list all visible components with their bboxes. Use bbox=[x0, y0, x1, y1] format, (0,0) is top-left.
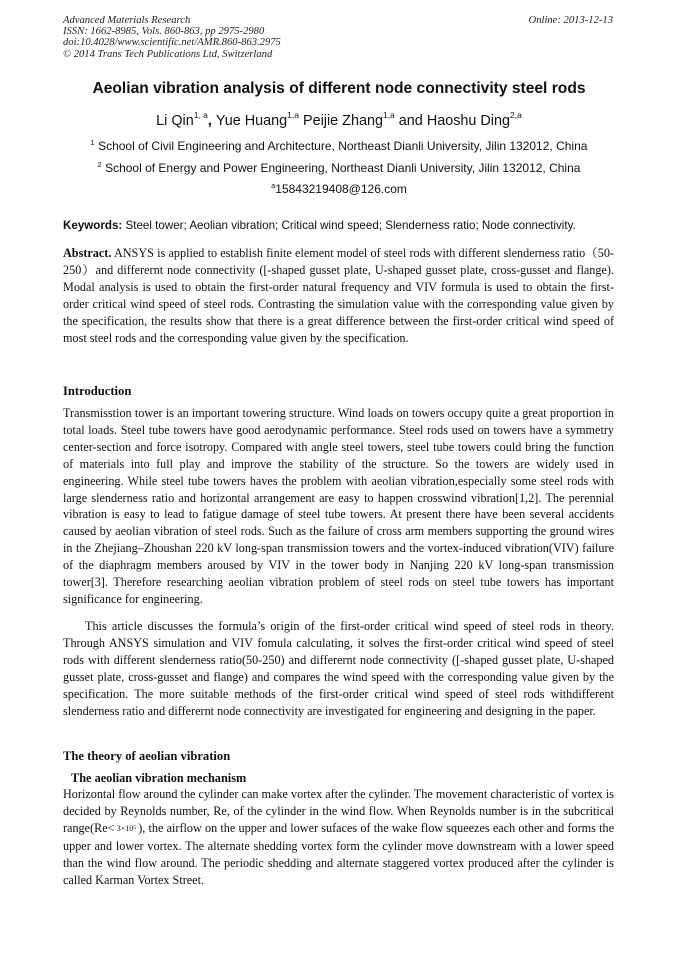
email-marker: a bbox=[271, 181, 276, 190]
doi-line[interactable]: doi:10.4028/www.scientific.net/AMR.860-863.2975 bbox=[63, 37, 281, 49]
author-name: Li Qin bbox=[156, 113, 194, 129]
abstract-label: Abstract. bbox=[63, 246, 112, 260]
affiliation-text: School of Energy and Power Engineering, Northeast Dianli University, Jilin 132012, China bbox=[105, 161, 581, 175]
author-separator: , bbox=[207, 113, 216, 129]
author-superscript: 1, a bbox=[193, 110, 208, 120]
author-name: Haoshu Ding bbox=[426, 113, 511, 129]
introduction-paragraph-1: Transmisstion tower is an important towering structure. Wind loads on towers occupy quite a great proportion in total loads. Steel tube towers have good aerodynamic performance. Steel rods used on towers have a symmetry center-section and force isotropy. Compared with angle steel towers, steel tube towers could bring the function of materials into full play and improve the stability of the structure. So the towers are widely used in engineering. While steel tube towers haves the problem with aeolian vibration,especially some steel rods with large slenderness ratio and horizontal arrangement are easy to happen crosswind vibration[1,2]. The perennial vibration is easy to lead to fatigue damage of steel tube towers. At present there have been several accidents caused by aeolian vibration of steel rods. Such as the failure of cross arm members supporting the ground wires in the Zhejiang–Zhoushan 220 kV long-span transmission towers and the vortex-induced vibration(VIV) failure of the diaphragm members aroused by VIV in the tower body in Nanjing 220 kV long-span transmission tower[3]. Therefore researching aeolian vibration problem of steel rods on steel tube towers has important significance for engineering. bbox=[63, 406, 614, 606]
author-name: Yue Huang bbox=[215, 113, 288, 129]
section-heading-theory: The theory of aeolian vibration bbox=[63, 749, 231, 763]
theory-text-start: Horizontal flow around the cylinder can make vortex after the cylinder. The movement characteristic of vortex is decided by Reynolds number, Re, of the cylinder in the wind flow. When Reynolds number is in the subcritical range(Re< bbox=[63, 787, 614, 835]
copyright-line: © 2014 Trans Tech Publications Ltd, Switzerland bbox=[63, 48, 273, 60]
keywords bbox=[63, 219, 615, 232]
paper-title: Aeolian vibration analysis of different node connectivity steel rods bbox=[92, 80, 586, 97]
theory-paragraph-1 bbox=[63, 786, 614, 888]
author-name: Peijie Zhang bbox=[302, 113, 383, 129]
journal-name: Advanced Materials Research bbox=[63, 15, 191, 26]
author-list bbox=[0, 110, 678, 129]
theory-text-end: ), the airflow on the upper and lower sufaces of the wake flow squeezes each other and forms the upper and lower vortex. The alternate shedding vortex form the cylinder move downstream with a lower speed than the wind flow around. The periodic shedding and alternate staggered vortex produced after the cylinder is called Karman Vortex Street. bbox=[63, 820, 614, 887]
keywords-label: Keywords: bbox=[63, 219, 123, 232]
author-superscript: 1,a bbox=[287, 110, 299, 120]
affiliation-2 bbox=[0, 161, 678, 175]
subsection-heading-mechanism: The aeolian vibration mechanism bbox=[71, 771, 247, 785]
journal-header bbox=[63, 15, 281, 60]
issn-line: ISSN: 1662-8985, Vols. 860-863, pp 2975-2980 bbox=[63, 26, 265, 38]
author-superscript: 1,a bbox=[382, 110, 395, 120]
section-heading-introduction: Introduction bbox=[63, 384, 132, 398]
abstract bbox=[63, 245, 614, 346]
affiliation-text: School of Civil Engineering and Architecture, Northeast Dianli University, Jilin 132012, China bbox=[98, 139, 588, 153]
author-superscript: 2,a bbox=[510, 110, 522, 120]
keywords-text: Steel tower; Aeolian vibration; Critical wind speed; Slenderness ratio; Node connectivity. bbox=[125, 219, 576, 232]
reynolds-threshold: 3×10⁵ bbox=[114, 823, 139, 833]
affiliation-1 bbox=[0, 139, 678, 153]
email-address[interactable]: 15843219408@126.com bbox=[275, 182, 407, 196]
introduction-paragraph-2: This article discusses the formula’s origin of the first-order critical wind speed of steel rods in theory. Through ANSYS simulation and VIV fomula calculating, it solves the first-order critical wind speed of steel rods with different slenderness ratio(50-250) and differernt node connectivity ([-shaped gusset plate, U-shaped gusset plate, cross-gusset and flange) and compares the wind speed with the corresponding value given by the specification. The more suitable methods of the first-order critical wind speed of steel rods withdifferent slenderness ratio and differernt node connectivity are investigated for engineering and designing in the paper. bbox=[63, 619, 614, 718]
author-separator: and bbox=[394, 113, 427, 129]
online-date: Online: 2013-12-13 bbox=[528, 15, 613, 26]
affiliation-marker: 2 bbox=[97, 160, 102, 169]
affiliation-marker: 1 bbox=[90, 138, 95, 147]
abstract-text: ANSYS is applied to establish finite element model of steel rods with different slenderness ratio（50-250）and differernt node connectivity ([-shaped gusset plate, U-shaped gusset plate, cross-gusset and flange). Modal analysis is used to obtain the first-order natural frequency and VIV formula is used to obtain the first-order critical wind speed of steel rods. Contrasting the simulation value with the corresponding value given by the specification, the results show that there is a great difference between the first-order critical wind speed of most steel rods and the corresponding value given by the specification. bbox=[63, 246, 614, 345]
contact-email bbox=[0, 182, 678, 196]
